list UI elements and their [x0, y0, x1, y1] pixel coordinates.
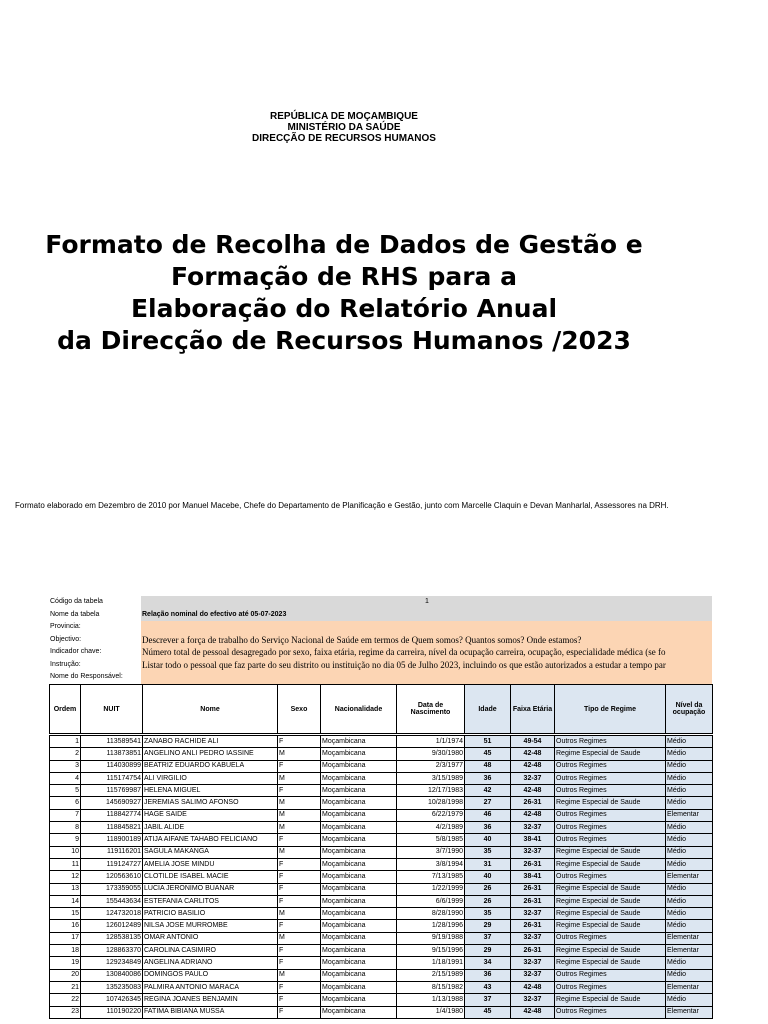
cell-idade: 51 [465, 736, 511, 748]
cell-regime: Outros Regimes [555, 760, 666, 772]
meta-value: Descrever a força de trabalho do Serviço Nacional de Saúde em termos de Quem somos? Quantos somos? Onde estamos? [141, 634, 712, 647]
cell-regime: Regime Especial de Saude [555, 994, 666, 1006]
table-row [50, 822, 713, 834]
cell-nacionalidade: Moçambicana [321, 846, 397, 858]
cell-regime: Outros Regimes [555, 871, 666, 883]
cell-sexo: M [278, 809, 321, 821]
cell-nuit: 124732018 [81, 908, 143, 920]
table-row [50, 883, 713, 895]
cell-faixa: 32-37 [511, 957, 555, 969]
cell-nacionalidade: Moçambicana [321, 932, 397, 944]
cell-faixa: 26-31 [511, 945, 555, 957]
table-row [50, 858, 713, 870]
cell-nome: JEREMIAS SALIMO AFONSO [143, 797, 278, 809]
cell-nivel: Médio [666, 822, 713, 834]
cell-nome: ZANABO RACHIDE ALI [143, 736, 278, 748]
table-row [50, 969, 713, 981]
title-line-4: da Direcção de Recursos Humanos /2023 [57, 326, 631, 355]
table-metadata [50, 596, 712, 684]
table-row [50, 994, 713, 1006]
cell-regime: Outros Regimes [555, 981, 666, 993]
table-row [50, 920, 713, 932]
authorship-note: Formato elaborado em Dezembro de 2010 por Manuel Macebe, Chefe do Departamento de Planificação e Gestão, junto com Marcelle Claquin e Devan Manharlal, Assessores na DRH. [15, 501, 669, 510]
cell-nuit: 115769987 [81, 785, 143, 797]
col-idade: Idade [465, 685, 511, 734]
cell-ordem: 8 [50, 822, 81, 834]
cell-sexo: M [278, 822, 321, 834]
cell-nacionalidade: Moçambicana [321, 895, 397, 907]
cell-sexo: M [278, 908, 321, 920]
cell-sexo: F [278, 1006, 321, 1018]
cell-regime: Regime Especial de Saude [555, 945, 666, 957]
meta-value: Listar todo o pessoal que faz parte do seu distrito ou instituição no dia 05 de Julho 2023, incluindo os que estão autorizados a estudar a tempo par [141, 659, 712, 672]
meta-row-nome [50, 609, 712, 622]
cell-nuit: 119116201 [81, 846, 143, 858]
cell-nuit: 135235083 [81, 981, 143, 993]
cell-ordem: 9 [50, 834, 81, 846]
cell-sexo: F [278, 895, 321, 907]
cell-idade: 29 [465, 920, 511, 932]
cell-nacionalidade: Moçambicana [321, 772, 397, 784]
header-republic: REPÚBLICA DE MOÇAMBIQUE [270, 111, 418, 122]
meta-row-instrucao [50, 659, 712, 672]
cell-regime: Regime Especial de Saude [555, 748, 666, 760]
cell-nivel: Médio [666, 834, 713, 846]
table-row [50, 736, 713, 748]
cell-faixa: 32-37 [511, 969, 555, 981]
cell-nuit: 113589541 [81, 736, 143, 748]
cell-nome: JABIL ALIDE [143, 822, 278, 834]
cell-idade: 43 [465, 981, 511, 993]
col-nome: Nome [143, 685, 278, 734]
meta-label: Código da tabela [50, 598, 103, 605]
header-directorate: DIRECÇÃO DE RECURSOS HUMANOS [252, 133, 436, 144]
cell-ordem: 3 [50, 760, 81, 772]
cell-idade: 40 [465, 834, 511, 846]
cell-nome: ALI VIRGILIO [143, 772, 278, 784]
cell-nascimento: 8/15/1982 [397, 981, 465, 993]
cell-nivel: Médio [666, 969, 713, 981]
cell-nacionalidade: Moçambicana [321, 1006, 397, 1018]
cell-sexo: F [278, 994, 321, 1006]
cell-nivel: Médio [666, 748, 713, 760]
cell-nivel: Médio [666, 994, 713, 1006]
cell-nacionalidade: Moçambicana [321, 957, 397, 969]
cell-ordem: 5 [50, 785, 81, 797]
cell-nuit: 118900189 [81, 834, 143, 846]
title-line-2: Formação de RHS para a [170, 262, 518, 291]
table-row [50, 871, 713, 883]
table-row [50, 895, 713, 907]
cell-nascimento: 1/22/1999 [397, 883, 465, 895]
cell-nivel: Médio [666, 760, 713, 772]
cell-regime: Outros Regimes [555, 1006, 666, 1018]
meta-label: Nome do Responsável: [50, 673, 123, 680]
cell-ordem: 16 [50, 920, 81, 932]
col-nuit: NUIT [81, 685, 143, 734]
cell-nascimento: 1/1/1974 [397, 736, 465, 748]
cell-nome: NILSA JOSE MURROMBE [143, 920, 278, 932]
cell-nivel: Elementar [666, 871, 713, 883]
cell-ordem: 13 [50, 883, 81, 895]
cell-ordem: 15 [50, 908, 81, 920]
cell-faixa: 42-48 [511, 785, 555, 797]
cell-idade: 26 [465, 895, 511, 907]
cell-nuit: 119124727 [81, 858, 143, 870]
cell-faixa: 26-31 [511, 858, 555, 870]
meta-label: Nome da tabela [50, 610, 100, 618]
cell-ordem: 22 [50, 994, 81, 1006]
cell-sexo: F [278, 981, 321, 993]
cell-ordem: 18 [50, 945, 81, 957]
cell-nascimento: 3/7/1990 [397, 846, 465, 858]
cell-regime: Outros Regimes [555, 969, 666, 981]
meta-value: Relação nominal do efectivo até 05-07-2023 [141, 609, 712, 622]
cell-idade: 45 [465, 748, 511, 760]
cell-nascimento: 1/28/1996 [397, 920, 465, 932]
cell-idade: 26 [465, 883, 511, 895]
cell-idade: 36 [465, 969, 511, 981]
cell-ordem: 11 [50, 858, 81, 870]
cell-regime: Regime Especial de Saude [555, 846, 666, 858]
cell-nuit: 126012489 [81, 920, 143, 932]
cell-nome: REGINA JOANES BENJAMIN [143, 994, 278, 1006]
cell-nacionalidade: Moçambicana [321, 797, 397, 809]
cell-idade: 46 [465, 809, 511, 821]
cell-regime: Regime Especial de Saude [555, 895, 666, 907]
cell-idade: 31 [465, 858, 511, 870]
cell-ordem: 23 [50, 1006, 81, 1018]
cell-nivel: Elementar [666, 945, 713, 957]
cell-nome: DOMINGOS PAULO [143, 969, 278, 981]
cell-faixa: 42-48 [511, 748, 555, 760]
meta-label: Indicador chave: [50, 648, 102, 655]
cell-nuit: 118842774 [81, 809, 143, 821]
cell-faixa: 32-37 [511, 846, 555, 858]
cell-nivel: Médio [666, 736, 713, 748]
meta-label: Objectivo: [50, 635, 82, 643]
table-row [50, 945, 713, 957]
cell-ordem: 7 [50, 809, 81, 821]
cell-nivel: Médio [666, 772, 713, 784]
cell-nome: CLOTILDE ISABEL MACIE [143, 871, 278, 883]
cell-nome: ATIJA AIFANE TAHABO FELICIANO [143, 834, 278, 846]
cell-sexo: F [278, 871, 321, 883]
cell-idade: 36 [465, 822, 511, 834]
cell-nivel: Elementar [666, 932, 713, 944]
cell-faixa: 26-31 [511, 920, 555, 932]
cell-nome: AMELIA JOSE MINDU [143, 858, 278, 870]
cell-faixa: 32-37 [511, 994, 555, 1006]
cell-nome: HAGE SAIDE [143, 809, 278, 821]
cell-nascimento: 1/4/1980 [397, 1006, 465, 1018]
table-row [50, 748, 713, 760]
cell-regime: Outros Regimes [555, 822, 666, 834]
cell-ordem: 20 [50, 969, 81, 981]
cell-nascimento: 2/15/1989 [397, 969, 465, 981]
cell-nivel: Médio [666, 883, 713, 895]
cell-nacionalidade: Moçambicana [321, 834, 397, 846]
cell-nascimento: 1/18/1991 [397, 957, 465, 969]
cell-faixa: 42-48 [511, 981, 555, 993]
cell-regime: Regime Especial de Saude [555, 920, 666, 932]
cell-nome: ANGELINA ADRIANO [143, 957, 278, 969]
cell-nacionalidade: Moçambicana [321, 969, 397, 981]
cell-nacionalidade: Moçambicana [321, 871, 397, 883]
meta-row-responsavel [50, 671, 712, 684]
cell-nivel: Elementar [666, 1006, 713, 1018]
cell-ordem: 12 [50, 871, 81, 883]
cell-ordem: 4 [50, 772, 81, 784]
col-regime: Tipo de Regime [555, 685, 666, 734]
cell-nivel: Elementar [666, 981, 713, 993]
cell-nacionalidade: Moçambicana [321, 981, 397, 993]
cell-regime: Regime Especial de Saude [555, 797, 666, 809]
table-row [50, 932, 713, 944]
cell-nome: ESTEFANIA CARLITOS [143, 895, 278, 907]
cell-nacionalidade: Moçambicana [321, 809, 397, 821]
cell-nuit: 118845821 [81, 822, 143, 834]
cell-nuit: 128863370 [81, 945, 143, 957]
cell-nome: LUCIA JERONIMO BUANAR [143, 883, 278, 895]
cell-sexo: F [278, 858, 321, 870]
cell-faixa: 49-54 [511, 736, 555, 748]
cell-sexo: F [278, 945, 321, 957]
table-row [50, 981, 713, 993]
cell-nacionalidade: Moçambicana [321, 736, 397, 748]
cell-idade: 45 [465, 1006, 511, 1018]
cell-faixa: 42-48 [511, 809, 555, 821]
cell-nascimento: 9/30/1980 [397, 748, 465, 760]
cell-nascimento: 6/22/1979 [397, 809, 465, 821]
cell-nivel: Médio [666, 920, 713, 932]
staff-table [49, 684, 713, 1019]
cell-faixa: 38-41 [511, 834, 555, 846]
cell-nivel: Médio [666, 858, 713, 870]
cell-regime: Outros Regimes [555, 809, 666, 821]
table-row [50, 760, 713, 772]
cell-sexo: F [278, 834, 321, 846]
meta-row-provincia [50, 621, 712, 634]
cell-nascimento: 7/13/1985 [397, 871, 465, 883]
meta-label: Instrução: [50, 660, 81, 668]
cell-nacionalidade: Moçambicana [321, 822, 397, 834]
cell-sexo: F [278, 920, 321, 932]
table-row [50, 772, 713, 784]
cell-regime: Outros Regimes [555, 772, 666, 784]
cell-ordem: 1 [50, 736, 81, 748]
cell-regime: Outros Regimes [555, 736, 666, 748]
cell-nivel: Médio [666, 957, 713, 969]
cell-regime: Outros Regimes [555, 932, 666, 944]
cell-idade: 36 [465, 772, 511, 784]
cell-nacionalidade: Moçambicana [321, 994, 397, 1006]
cell-nome: ANGELINO ANLI PEDRO IASSINE [143, 748, 278, 760]
col-sexo: Sexo [278, 685, 321, 734]
cell-nascimento: 10/28/1998 [397, 797, 465, 809]
document-title [0, 229, 688, 357]
cell-ordem: 19 [50, 957, 81, 969]
table-row [50, 834, 713, 846]
cell-sexo: F [278, 785, 321, 797]
cell-nome: PATRICIO BASILIO [143, 908, 278, 920]
table-row [50, 809, 713, 821]
title-line-1: Formato de Recolha de Dados de Gestão e [45, 230, 643, 259]
cell-nuit: 120563610 [81, 871, 143, 883]
cell-nivel: Elementar [666, 809, 713, 821]
cell-idade: 27 [465, 797, 511, 809]
meta-row-indicador [50, 646, 712, 659]
cell-sexo: M [278, 772, 321, 784]
cell-ordem: 14 [50, 895, 81, 907]
meta-row-codigo [50, 596, 712, 609]
cell-faixa: 42-48 [511, 1006, 555, 1018]
cell-nome: FATIMA BIBIANA MUSSA [143, 1006, 278, 1018]
table-row [50, 785, 713, 797]
cell-nascimento: 5/8/1985 [397, 834, 465, 846]
cell-faixa: 26-31 [511, 883, 555, 895]
title-line-3: Elaboração do Relatório Anual [130, 294, 558, 323]
cell-ordem: 6 [50, 797, 81, 809]
cell-faixa: 32-37 [511, 772, 555, 784]
cell-nacionalidade: Moçambicana [321, 920, 397, 932]
cell-nuit: 113873851 [81, 748, 143, 760]
cell-faixa: 26-31 [511, 895, 555, 907]
table-row [50, 908, 713, 920]
meta-value: Número total de pessoal desagregado por sexo, faixa etária, regime da carreira, nível da ocupação carreira, ocupação, especialidade médica (se fo [141, 646, 712, 659]
cell-nome: HELENA MIGUEL [143, 785, 278, 797]
cell-nuit: 128538135 [81, 932, 143, 944]
cell-nome: SAGULA MAKANGA [143, 846, 278, 858]
table-row [50, 1006, 713, 1018]
col-nivel: Nível da ocupação [666, 685, 713, 734]
cell-nivel: Médio [666, 846, 713, 858]
meta-value [141, 671, 712, 684]
cell-sexo: M [278, 748, 321, 760]
cell-nome: PALMIRA ANTONIO MARACA [143, 981, 278, 993]
cell-sexo: M [278, 969, 321, 981]
cell-sexo: F [278, 736, 321, 748]
cell-nascimento: 8/28/1990 [397, 908, 465, 920]
cell-idade: 37 [465, 932, 511, 944]
document-header [0, 111, 688, 144]
cell-idade: 48 [465, 760, 511, 772]
cell-regime: Regime Especial de Saude [555, 883, 666, 895]
cell-nuit: 107426345 [81, 994, 143, 1006]
cell-idade: 37 [465, 994, 511, 1006]
cell-sexo: M [278, 797, 321, 809]
table-row [50, 797, 713, 809]
cell-nascimento: 9/19/1988 [397, 932, 465, 944]
cell-nascimento: 9/15/1996 [397, 945, 465, 957]
cell-nuit: 115174754 [81, 772, 143, 784]
cell-nivel: Médio [666, 797, 713, 809]
cell-idade: 35 [465, 908, 511, 920]
cell-faixa: 42-48 [511, 760, 555, 772]
cell-regime: Regime Especial de Saude [555, 908, 666, 920]
cell-nuit: 110190220 [81, 1006, 143, 1018]
cell-nacionalidade: Moçambicana [321, 945, 397, 957]
cell-ordem: 2 [50, 748, 81, 760]
cell-nuit: 129234849 [81, 957, 143, 969]
cell-sexo: M [278, 846, 321, 858]
cell-faixa: 32-37 [511, 822, 555, 834]
cell-ordem: 21 [50, 981, 81, 993]
cell-ordem: 10 [50, 846, 81, 858]
cell-nacionalidade: Moçambicana [321, 908, 397, 920]
cell-idade: 29 [465, 945, 511, 957]
table-row [50, 957, 713, 969]
cell-nacionalidade: Moçambicana [321, 883, 397, 895]
cell-sexo: F [278, 760, 321, 772]
cell-ordem: 17 [50, 932, 81, 944]
cell-nascimento: 1/13/1988 [397, 994, 465, 1006]
cell-regime: Outros Regimes [555, 834, 666, 846]
cell-idade: 35 [465, 846, 511, 858]
cell-nascimento: 2/3/1977 [397, 760, 465, 772]
meta-value: 1 [141, 596, 712, 609]
meta-value [141, 621, 712, 634]
meta-row-objectivo [50, 634, 712, 647]
cell-nome: BEATRIZ EDUARDO KABUELA [143, 760, 278, 772]
cell-regime: Regime Especial de Saude [555, 957, 666, 969]
col-ordem: Ordem [50, 685, 81, 734]
cell-nome: OMAR ANTONIO [143, 932, 278, 944]
cell-nivel: Médio [666, 908, 713, 920]
cell-faixa: 32-37 [511, 932, 555, 944]
cell-regime: Outros Regimes [555, 785, 666, 797]
cell-faixa: 26-31 [511, 797, 555, 809]
meta-label: Provincia: [50, 623, 81, 630]
cell-nuit: 145690927 [81, 797, 143, 809]
cell-nome: CAROLINA CASIMIRO [143, 945, 278, 957]
cell-idade: 40 [465, 871, 511, 883]
cell-nacionalidade: Moçambicana [321, 858, 397, 870]
cell-idade: 34 [465, 957, 511, 969]
cell-nivel: Médio [666, 895, 713, 907]
cell-faixa: 38-41 [511, 871, 555, 883]
col-nascimento: Data de Nascimento [397, 685, 465, 734]
cell-nacionalidade: Moçambicana [321, 760, 397, 772]
cell-nascimento: 3/8/1994 [397, 858, 465, 870]
col-nacionalidade: Nacionalidade [321, 685, 397, 734]
cell-nuit: 130840086 [81, 969, 143, 981]
cell-nascimento: 6/6/1999 [397, 895, 465, 907]
cell-nascimento: 3/15/1989 [397, 772, 465, 784]
cell-sexo: F [278, 883, 321, 895]
cell-nascimento: 12/17/1983 [397, 785, 465, 797]
col-faixa: Faixa Etária [511, 685, 555, 734]
cell-regime: Regime Especial de Saude [555, 858, 666, 870]
cell-sexo: F [278, 957, 321, 969]
cell-nuit: 173359055 [81, 883, 143, 895]
cell-nacionalidade: Moçambicana [321, 748, 397, 760]
cell-nivel: Médio [666, 785, 713, 797]
table-row [50, 846, 713, 858]
table-body [50, 736, 713, 1019]
cell-idade: 42 [465, 785, 511, 797]
table-header-row [50, 685, 713, 734]
cell-sexo: M [278, 932, 321, 944]
cell-nascimento: 4/2/1989 [397, 822, 465, 834]
cell-nuit: 155443634 [81, 895, 143, 907]
cell-nacionalidade: Moçambicana [321, 785, 397, 797]
cell-faixa: 32-37 [511, 908, 555, 920]
cell-nuit: 114030899 [81, 760, 143, 772]
header-ministry: MINISTÉRIO DA SAÚDE [287, 122, 401, 133]
